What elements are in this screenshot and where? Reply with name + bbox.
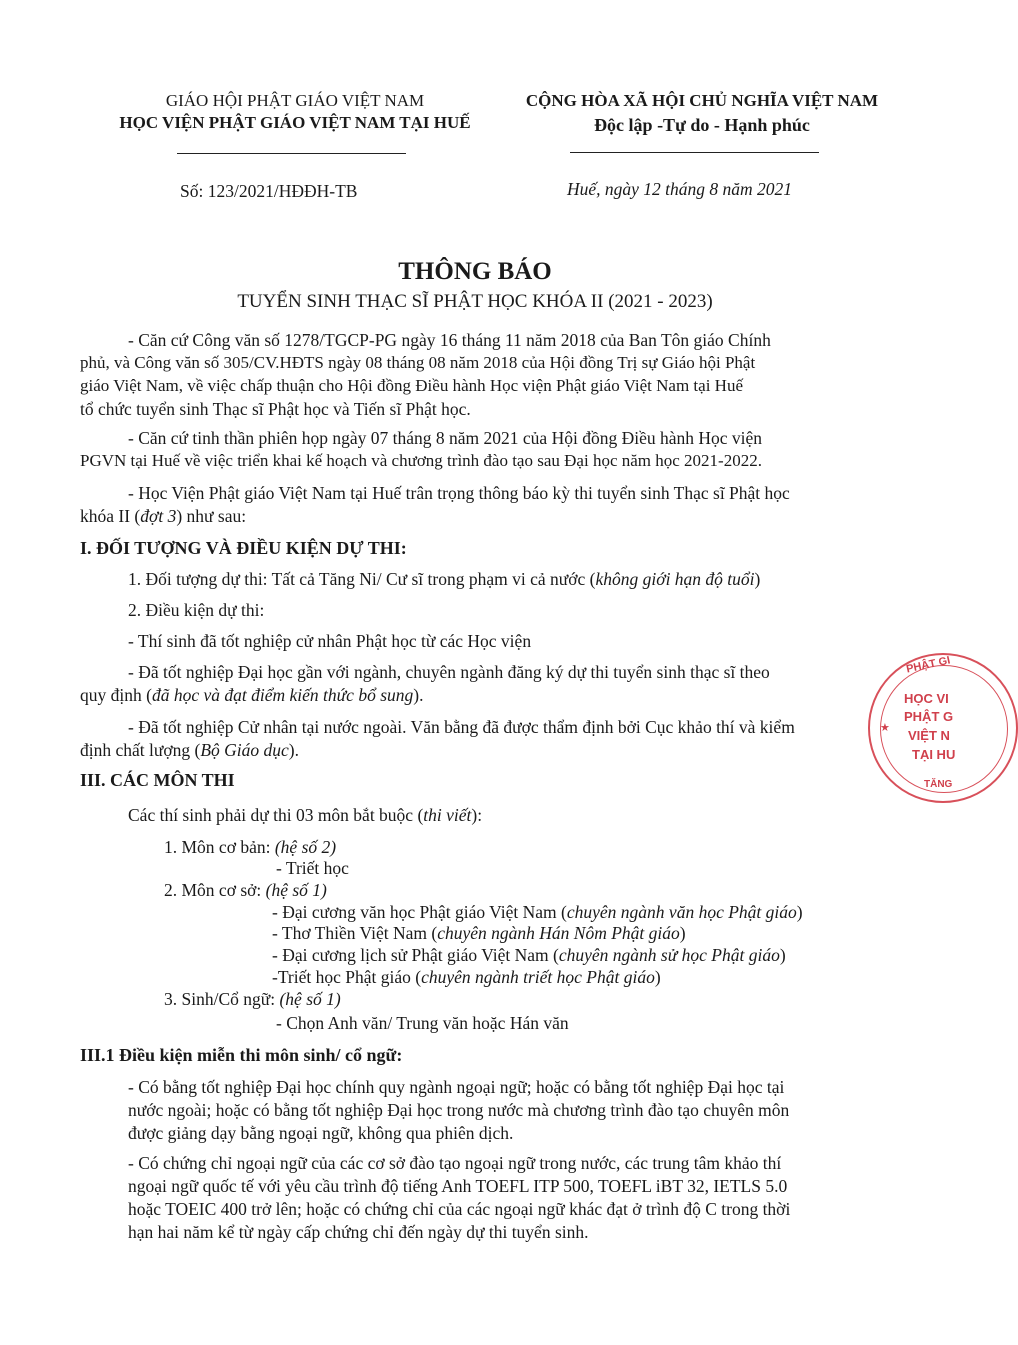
seal-star-icon: ★: [880, 722, 890, 734]
text-italic: chuyên ngành Hán Nôm Phật giáo: [437, 923, 680, 943]
official-seal: [868, 653, 1018, 803]
intro-para2-line1: - Căn cứ tinh thần phiên họp ngày 07 tháng 8 năm 2021 của Hội đồng Điều hành Học viện: [128, 428, 763, 448]
exemption-2-line4: hạn hai năm kể từ ngày cấp chứng chỉ đến ngày dự thi tuyển sinh.: [128, 1222, 589, 1242]
document-title: THÔNG BÁO: [398, 258, 552, 285]
issuer-parent-org: GIÁO HỘI PHẬT GIÁO VIỆT NAM: [165, 91, 425, 110]
place-date: Huế, ngày 12 tháng 8 năm 2021: [567, 179, 793, 199]
text: - Đại cương văn học Phật giáo Việt Nam (: [272, 902, 567, 922]
text: Các thí sinh phải dự thi 03 môn bắt buộc (: [128, 805, 424, 825]
issuer-underline: [177, 153, 406, 154]
section-3-intro: [128, 804, 482, 826]
text: - Thơ Thiền Việt Nam (: [272, 923, 438, 943]
condition-1: - Thí sinh đã tốt nghiệp cử nhân Phật học từ các Học viện: [128, 631, 532, 651]
text-italic: chuyên ngành văn học Phật giáo: [566, 902, 797, 922]
text: quy định (: [80, 685, 152, 705]
subject-foundation-item-1: [272, 901, 803, 923]
coefficient: (hệ số 1): [279, 989, 341, 1009]
exemption-1-line3: được giảng dạy bằng ngoại ngữ, không qua phiên dịch.: [128, 1123, 514, 1143]
seal-line-1: HỌC VI: [904, 691, 949, 706]
text: ): [654, 967, 661, 987]
document-subtitle: TUYỂN SINH THẠC SĨ PHẬT HỌC KHÓA II (2021 - 2023): [237, 291, 713, 312]
text-italic: chuyên ngành sử học Phật giáo: [558, 945, 780, 965]
intro-para3-line1: - Học Viện Phật giáo Việt Nam tại Huế trân trọng thông báo kỳ thi tuyển sinh Thạc sĩ Phật học: [128, 483, 790, 503]
seal-line-4: TẠI HU: [912, 747, 956, 762]
condition-2-line2: [80, 684, 423, 706]
motto-underline: [570, 152, 819, 153]
text: khóa II (: [80, 506, 141, 526]
subject-foundation: [164, 879, 327, 901]
text: ) như sau:: [176, 506, 247, 526]
intro-para1-line1: - Căn cứ Công văn số 1278/TGCP-PG ngày 16 tháng 11 năm 2018 của Ban Tôn giáo Chính: [128, 330, 771, 350]
text-italic: Bộ Giáo dục: [200, 740, 289, 760]
text: 2. Môn cơ sở:: [164, 880, 266, 900]
nation-name: CỘNG HÒA XÃ HỘI CHỦ NGHĨA VIỆT NAM: [525, 91, 879, 110]
motto: Độc lập -Tự do - Hạnh phúc: [594, 115, 810, 135]
text-italic: đã học và đạt điểm kiến thức bổ sung: [151, 685, 414, 705]
text: 1. Môn cơ bản:: [164, 837, 275, 857]
text-italic: đợt 3: [140, 506, 177, 526]
exemption-1-line1: - Có bằng tốt nghiệp Đại học chính quy ngành ngoại ngữ; hoặc có bằng tốt nghiệp Đại học tại: [128, 1077, 785, 1097]
intro-para1-line3: giáo Việt Nam, về việc chấp thuận cho Hội đồng Điều hành Học viện Phật giáo Việt Nam tại Huế: [80, 376, 743, 395]
text: định chất lượng (: [80, 740, 201, 760]
text: ):: [471, 805, 483, 825]
text: ): [796, 902, 803, 922]
text: - Đại cương lịch sử Phật giáo Việt Nam (: [272, 945, 559, 965]
text: ): [679, 923, 686, 943]
text: ).: [413, 685, 424, 705]
text: -Triết học Phật giáo (: [272, 967, 422, 987]
exemption-2-line1: - Có chứng chỉ ngoại ngữ của các cơ sở đào tạo ngoại ngữ trong nước, các trung tâm khảo thí: [128, 1153, 782, 1173]
text: 3. Sinh/Cổ ngữ:: [164, 989, 280, 1009]
issuer-block: [95, 90, 495, 134]
condition-3-line1: - Đã tốt nghiệp Cử nhân tại nước ngoài. Văn bằng đã được thẩm định bởi Cục khảo thí và kiểm: [128, 717, 795, 737]
intro-para1-line4: tổ chức tuyển sinh Thạc sĩ Phật học và Tiến sĩ Phật học.: [80, 399, 471, 419]
intro-para1-line2: phủ, và Công văn số 305/CV.HĐTS ngày 08 tháng 08 năm 2018 của Hội đồng Trị sự Giáo hội Phật: [80, 353, 756, 372]
text: ).: [288, 740, 299, 760]
exemption-1-line2: nước ngoài; hoặc có bằng tốt nghiệp Đại học trong nước mà chương trình đào tạo chuyên môn: [128, 1100, 790, 1120]
national-motto-block: [497, 90, 907, 138]
intro-para3-line2: [80, 505, 246, 527]
exemption-2-line2: ngoại ngữ quốc tế với yêu cầu trình độ tiếng Anh TOEFL ITP 500, TOEFL iBT 32, IETLS 5.0: [128, 1176, 788, 1196]
text: ): [754, 569, 761, 589]
section-1-item-2: 2. Điều kiện dự thi:: [128, 600, 265, 620]
text: ): [779, 945, 786, 965]
coefficient: (hệ số 2): [274, 837, 337, 857]
subject-foundation-item-2: [272, 922, 686, 944]
text-italic: chuyên ngành triết học Phật giáo: [421, 967, 655, 987]
seal-arc-top: PHẬT GI: [905, 654, 952, 676]
subject-language: [164, 988, 341, 1010]
issuer-org: HỌC VIỆN PHẬT GIÁO VIỆT NAM TẠI HUẾ: [119, 113, 471, 132]
condition-2-line1: - Đã tốt nghiệp Đại học gần với ngành, chuyên ngành đăng ký dự thi tuyển sinh thạc sĩ theo: [128, 662, 770, 682]
text-italic: không giới hạn độ tuổi: [595, 569, 755, 589]
text-italic: thi viết: [423, 805, 472, 825]
intro-para2-line2: PGVN tại Huế về việc triển khai kế hoạch và chương trình đào tạo sau Đại học năm học 2021-2022.: [80, 451, 762, 470]
subject-basic: [164, 836, 336, 858]
seal-line-2: PHẬT G: [904, 709, 954, 724]
section-3-heading: III. CÁC MÔN THI: [80, 770, 235, 790]
subject-basic-item: - Triết học: [276, 858, 349, 878]
condition-3-line2: [80, 739, 299, 761]
document-number: Số: 123/2021/HĐĐH-TB: [180, 181, 358, 201]
subject-foundation-item-3: [272, 944, 786, 966]
exemption-2-line3: hoặc TOEIC 400 trở lên; hoặc có chứng chỉ của các ngoại ngữ khác đạt ở trình độ C trong thời: [128, 1199, 791, 1219]
section-1-item-1: [128, 568, 760, 590]
text: 1. Đối tượng dự thi: Tất cả Tăng Ni/ Cư sĩ trong phạm vi cả nước (: [128, 569, 596, 589]
seal-line-3: VIỆT N: [908, 728, 950, 743]
section-3-1-heading: III.1 Điều kiện miễn thi môn sinh/ cổ ngữ:: [80, 1045, 403, 1065]
section-1-heading: I. ĐỐI TƯỢNG VÀ ĐIỀU KIỆN DỰ THI:: [80, 538, 407, 558]
coefficient: (hệ số 1): [265, 880, 327, 900]
subject-foundation-item-4: [272, 966, 661, 988]
seal-arc-bottom: TĂNG: [924, 779, 953, 790]
subject-language-item: - Chọn Anh văn/ Trung văn hoặc Hán văn: [276, 1013, 569, 1033]
